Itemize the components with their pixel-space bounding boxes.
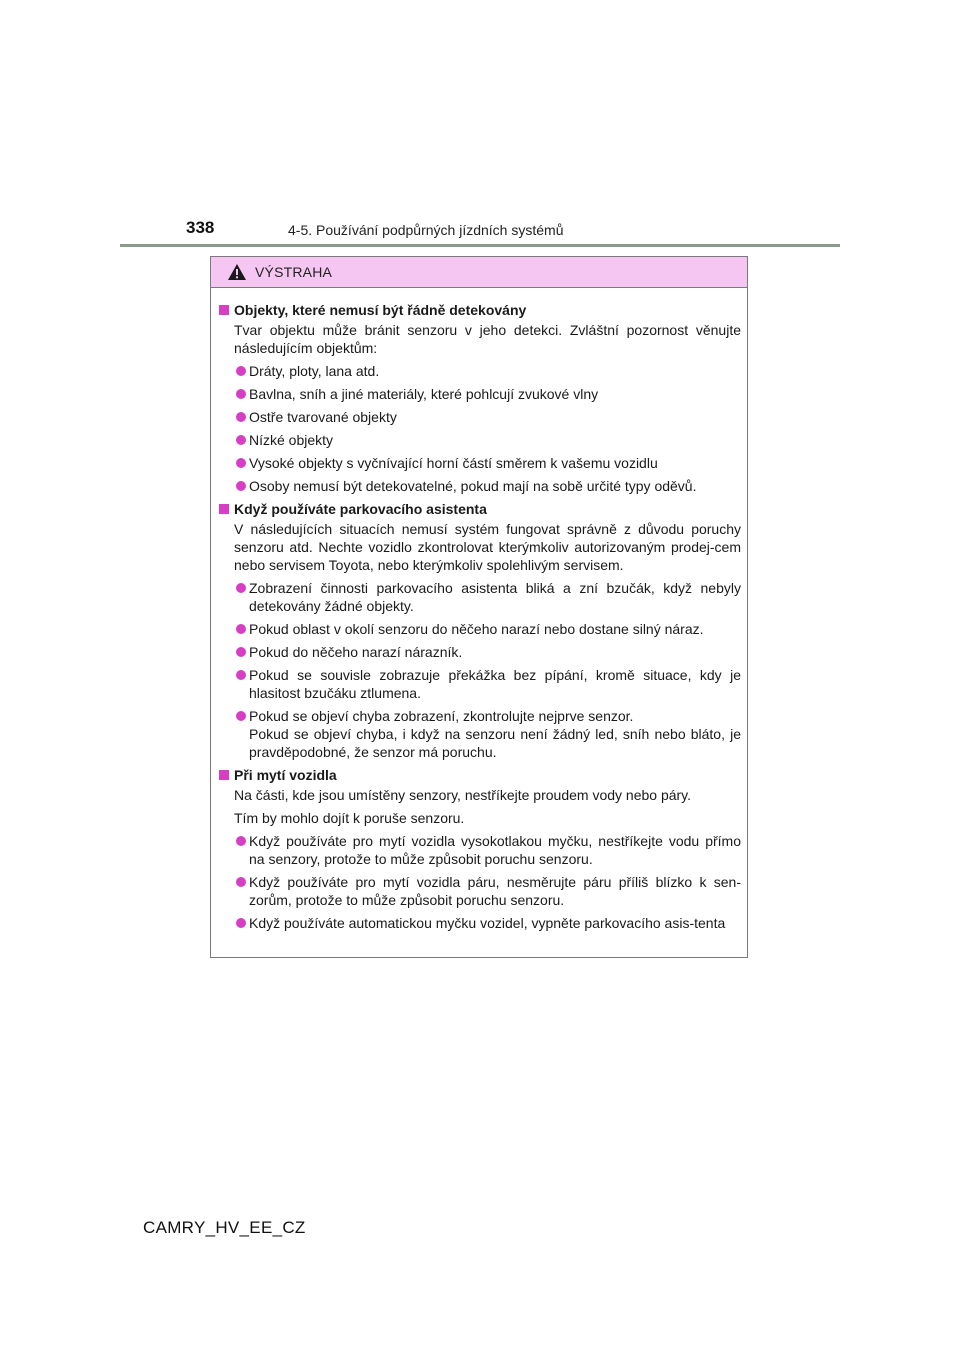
- page-header: [120, 214, 840, 246]
- round-bullet-icon: [236, 412, 246, 422]
- list-item: [219, 666, 741, 702]
- list-item-text: Pokud se objeví chyba zobrazení, zkontrolujte nejprve senzor.: [249, 708, 634, 724]
- list-item: [219, 707, 741, 761]
- list-item-text: Vysoké objekty s vyčnívající horní částí směrem k vašemu vozidlu: [249, 455, 658, 471]
- section-paragraph: V následujících situacích nemusí systém fungovat správně z důvodu poruchy senzoru atd. Nechte vozidlo zkontrolovat kterýmkoliv autorizovaným prodej-cem nebo servisem Toyota, nebo kterýmkoliv spolehlivým servisem.: [234, 521, 741, 573]
- warning-body: [211, 288, 747, 932]
- round-bullet-icon: [236, 918, 246, 928]
- list-item-text: Osoby nemusí být detekovatelné, pokud mají na sobě určité typy oděvů.: [249, 478, 697, 494]
- list-item-text: Bavlna, sníh a jiné materiály, které pohlcují zvukové vlny: [249, 386, 599, 402]
- list-item-text: Když používáte automatickou myčku vozidel, vypněte parkovacího asis-tenta: [249, 915, 726, 931]
- list-item: [219, 914, 741, 932]
- warning-label: VÝSTRAHA: [255, 264, 333, 280]
- list-item: [219, 579, 741, 615]
- list-item: [219, 454, 741, 472]
- round-bullet-icon: [236, 481, 246, 491]
- list-item-text: Pokud do něčeho narazí nárazník.: [249, 644, 463, 660]
- list-item-text: Dráty, ploty, lana atd.: [249, 363, 380, 379]
- list-item-text: Zobrazení činnosti parkovacího asistenta bliká a zní bzučák, když nebyly detekovány žádné objekty.: [249, 580, 741, 614]
- square-bullet-icon: [219, 770, 229, 780]
- square-bullet-icon: [219, 305, 229, 315]
- section-title: 4-5. Používání podpůrných jízdních systémů: [288, 222, 564, 238]
- round-bullet-icon: [236, 458, 246, 468]
- list-item-text: Pokud se objeví chyba, i když na senzoru není žádný led, sníh nebo bláto, je pravděpodobné, že senzor má poruchu.: [249, 726, 741, 760]
- list-item-text: Nízké objekty: [249, 432, 334, 448]
- list-item-text: Pokud oblast v okolí senzoru do něčeho narazí nebo dostane silný náraz.: [249, 621, 704, 637]
- section-heading: [219, 766, 741, 784]
- round-bullet-icon: [236, 366, 246, 376]
- list-item: [219, 385, 741, 403]
- section-heading-text: Objekty, které nemusí být řádně detekovány: [234, 302, 527, 318]
- list-item: [219, 620, 741, 638]
- square-bullet-icon: [219, 504, 229, 514]
- list-item: [219, 643, 741, 661]
- section-heading-text: Při mytí vozidla: [234, 767, 337, 783]
- list-item: [219, 431, 741, 449]
- list-item: [219, 832, 741, 868]
- list-item-text: Ostře tvarované objekty: [249, 409, 397, 425]
- section-heading-text: Když používáte parkovacího asistenta: [234, 501, 487, 517]
- round-bullet-icon: [236, 711, 246, 721]
- list-item: [219, 477, 741, 495]
- round-bullet-icon: [236, 624, 246, 634]
- section-heading: [219, 301, 741, 319]
- list-item: [219, 408, 741, 426]
- list-item-text: Když používáte pro mytí vozidla páru, nesměrujte páru příliš blízko k sen-zorům, protože to může způsobit poruchu senzoru.: [249, 874, 741, 908]
- round-bullet-icon: [236, 647, 246, 657]
- page-number: 338: [186, 218, 215, 237]
- section-paragraph: Tím by mohlo dojít k poruše senzoru.: [234, 810, 465, 826]
- warning-triangle-icon: [227, 263, 247, 281]
- list-item-text: Když používáte pro mytí vozidla vysokotlakou myčku, nestříkejte vodu přímo na senzory, protože to může způsobit poruchu senzoru.: [249, 833, 741, 867]
- warning-header: [211, 257, 747, 288]
- section-paragraph: Na části, kde jsou umístěny senzory, nestříkejte proudem vody nebo páry.: [234, 787, 692, 803]
- section-heading: [219, 500, 741, 518]
- round-bullet-icon: [236, 435, 246, 445]
- warning-box: [210, 256, 748, 958]
- manual-code: CAMRY_HV_EE_CZ: [143, 1218, 306, 1237]
- round-bullet-icon: [236, 389, 246, 399]
- list-item: [219, 362, 741, 380]
- list-item-text: Pokud se souvisle zobrazuje překážka bez pípání, kromě situace, kdy je hlasitost bzučáku ztlumena.: [249, 667, 741, 701]
- header-rule: [120, 244, 840, 247]
- round-bullet-icon: [236, 670, 246, 680]
- round-bullet-icon: [236, 836, 246, 846]
- round-bullet-icon: [236, 583, 246, 593]
- round-bullet-icon: [236, 877, 246, 887]
- section-paragraph: Tvar objektu může bránit senzoru v jeho detekci. Zvláštní pozornost věnujte následujícím objektům:: [234, 322, 741, 356]
- list-item: [219, 873, 741, 909]
